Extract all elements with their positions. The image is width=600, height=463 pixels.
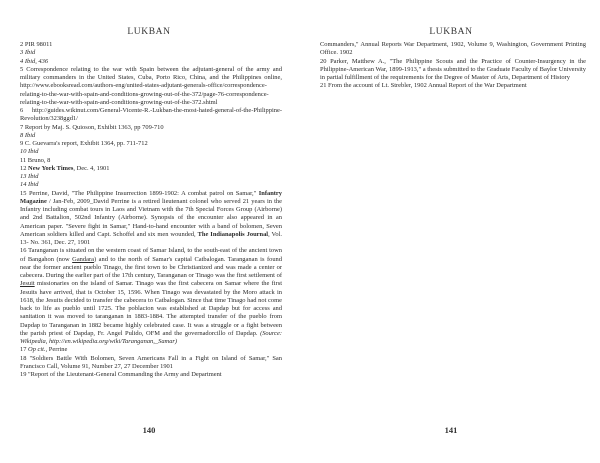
running-head: LUKBAN (127, 27, 171, 37)
endnote-8: 8 Ibid (20, 131, 36, 139)
endnote-9: 9 C. Guevarra's report, Exhibit 1364, pp. 711-712 (20, 140, 148, 147)
endnote-11: 11 Bruno, 8 (20, 156, 51, 164)
endnote-16: 16 Taranganan is situated on the western coast of Samar Island, to the south-east of the ancient town of Bangahon (now Gandara) and to the north of Samar's capital Catbalogan. Taranganan is found near the former ancient pueblo Tinago, the first town to be Christianized and was made a center or cabecera. During the earlier part of the 17th century, Taranganan or Tinago was the first settlement of Jesuit missionaries on the island of Samar. Tinago was the first cabecera on Samar where the first Jesuits have arrived, that is October 15, 1596. When Tinago was devastated by the Moro attack in 1618, the Jesuits decided to transfer the cabecera to Catbalogan. Since that time Tinago had not come back to life as pueblo until 1725. The poblacion was established at Dapdap but for access and sanitation it was moved to taranganan in 1883-1884. The attempted transfer of the pueblo from Dapdap to Taranganan in 1882 became highly celebrated case. It was a struggle or a fight between the parish priest of Dapdap, Fr. Angel Pulido, OFM and the governadorcillo of Dapdap. (Source: Wikipedia, http://en.wikipedia.org/wiki/Taranganan,_Samar) (20, 247, 282, 345)
left-page (0, 0, 298, 463)
page-number: 140 (142, 425, 156, 435)
endnote-19-continued: Commanders," Annual Reports War Department, 1902, Volume 9, Washington, Government Printing Office. 1902 (320, 41, 586, 57)
endnote-14: 14 Ibid (20, 181, 39, 189)
endnote-20: 20 Parker, Matthew A., "The Philippine Scouts and the Practice of Counter-Insurgency in the Philippine-American War, 1899-1913," a thesis submitted to the Graduate Faculty of Baylor University in partial fulfillment of the requirements for the Degree of Master of Arts, Department of History (320, 57, 586, 81)
endnote-2: 2 PIR 98011 (20, 41, 53, 48)
endnote-18: 18 "Soldiers Battle With Bolomen, Seven Americans Fall in a Fight on Island of Samar," San Francisco Call, Volume 91, Number 27, 27 December 1901 (20, 354, 282, 370)
endnote-6: 6 http://guides.wikinut.com/General-Vicente-R.-Lukban-the-most-hated-general-of-the-Philippine-Revolution/3238ggd1/ (20, 107, 282, 123)
running-head: LUKBAN (429, 27, 473, 37)
endnote-4: 4 Ibid, 436 (20, 57, 49, 65)
endnotes (320, 41, 586, 91)
endnote-17: 17 Op cit., Perrine (20, 346, 68, 354)
jesuit-link[interactable]: Jesuit (20, 280, 35, 288)
endnote-19: 19 "Report of the Lieutenant-General Commanding the Army and Department (20, 371, 222, 378)
gandara-link[interactable]: Gandara (72, 255, 94, 263)
right-page (302, 0, 600, 463)
endnote-5: 5 Correspondence relating to the war with Spain between the adjutant-general of the army and military commanders in the United States, Cuba, Porto Rico, China, and the Philippines online, http://www.ebooksread.com/authors-eng/united-states-adjutant-generals-office/correspondence-relating-to-the-war-with-spain-and-conditions-growing-out-of-the-372/page-76-correspondence-relating-to-the-war-with-spain-and-conditions-growing-out-of-the-372.shtml (20, 65, 282, 106)
endnote-7: 7 Report by Maj. S. Quioson, Exhibit 1363, pp 709-710 (20, 123, 164, 131)
endnote-12: 12 New York Times, Dec. 4, 1901 (20, 164, 110, 172)
endnote-15: 15 Perrine, David, "The Philippine Insurrection 1899-1902: A combat patrol on Samar," Infantry Magazine / Jan-Feb, 2009_David Perrine is a retired lieutenant colonel who served 21 years in the Infantry including combat tours in Laos and Vietnam with the 7th Special Forces Group (Airborne) and 2nd Battalion, 502nd Infantry (Airborne). Synopsis of the encounter also appeared in an American paper. "Severe fight in Samar," Hand-to-hand encounter with a band of bolomen, Seven American soldiers killed and Capt. Schoffel and six men wounded, The Indianapolis Journal, Vol. 13- No. 361, Dec. 27, 1901 (20, 189, 282, 246)
endnote-21: 21 From the account of Lt. Strebler, 1902 Annual Report of the War Department (320, 82, 527, 90)
endnote-10: 10 Ibid (20, 148, 39, 156)
endnote-3: 3 Ibid (20, 49, 36, 57)
endnotes (20, 41, 282, 379)
endnote-13: 13 Ibid (20, 173, 39, 180)
page-number: 141 (444, 425, 458, 435)
